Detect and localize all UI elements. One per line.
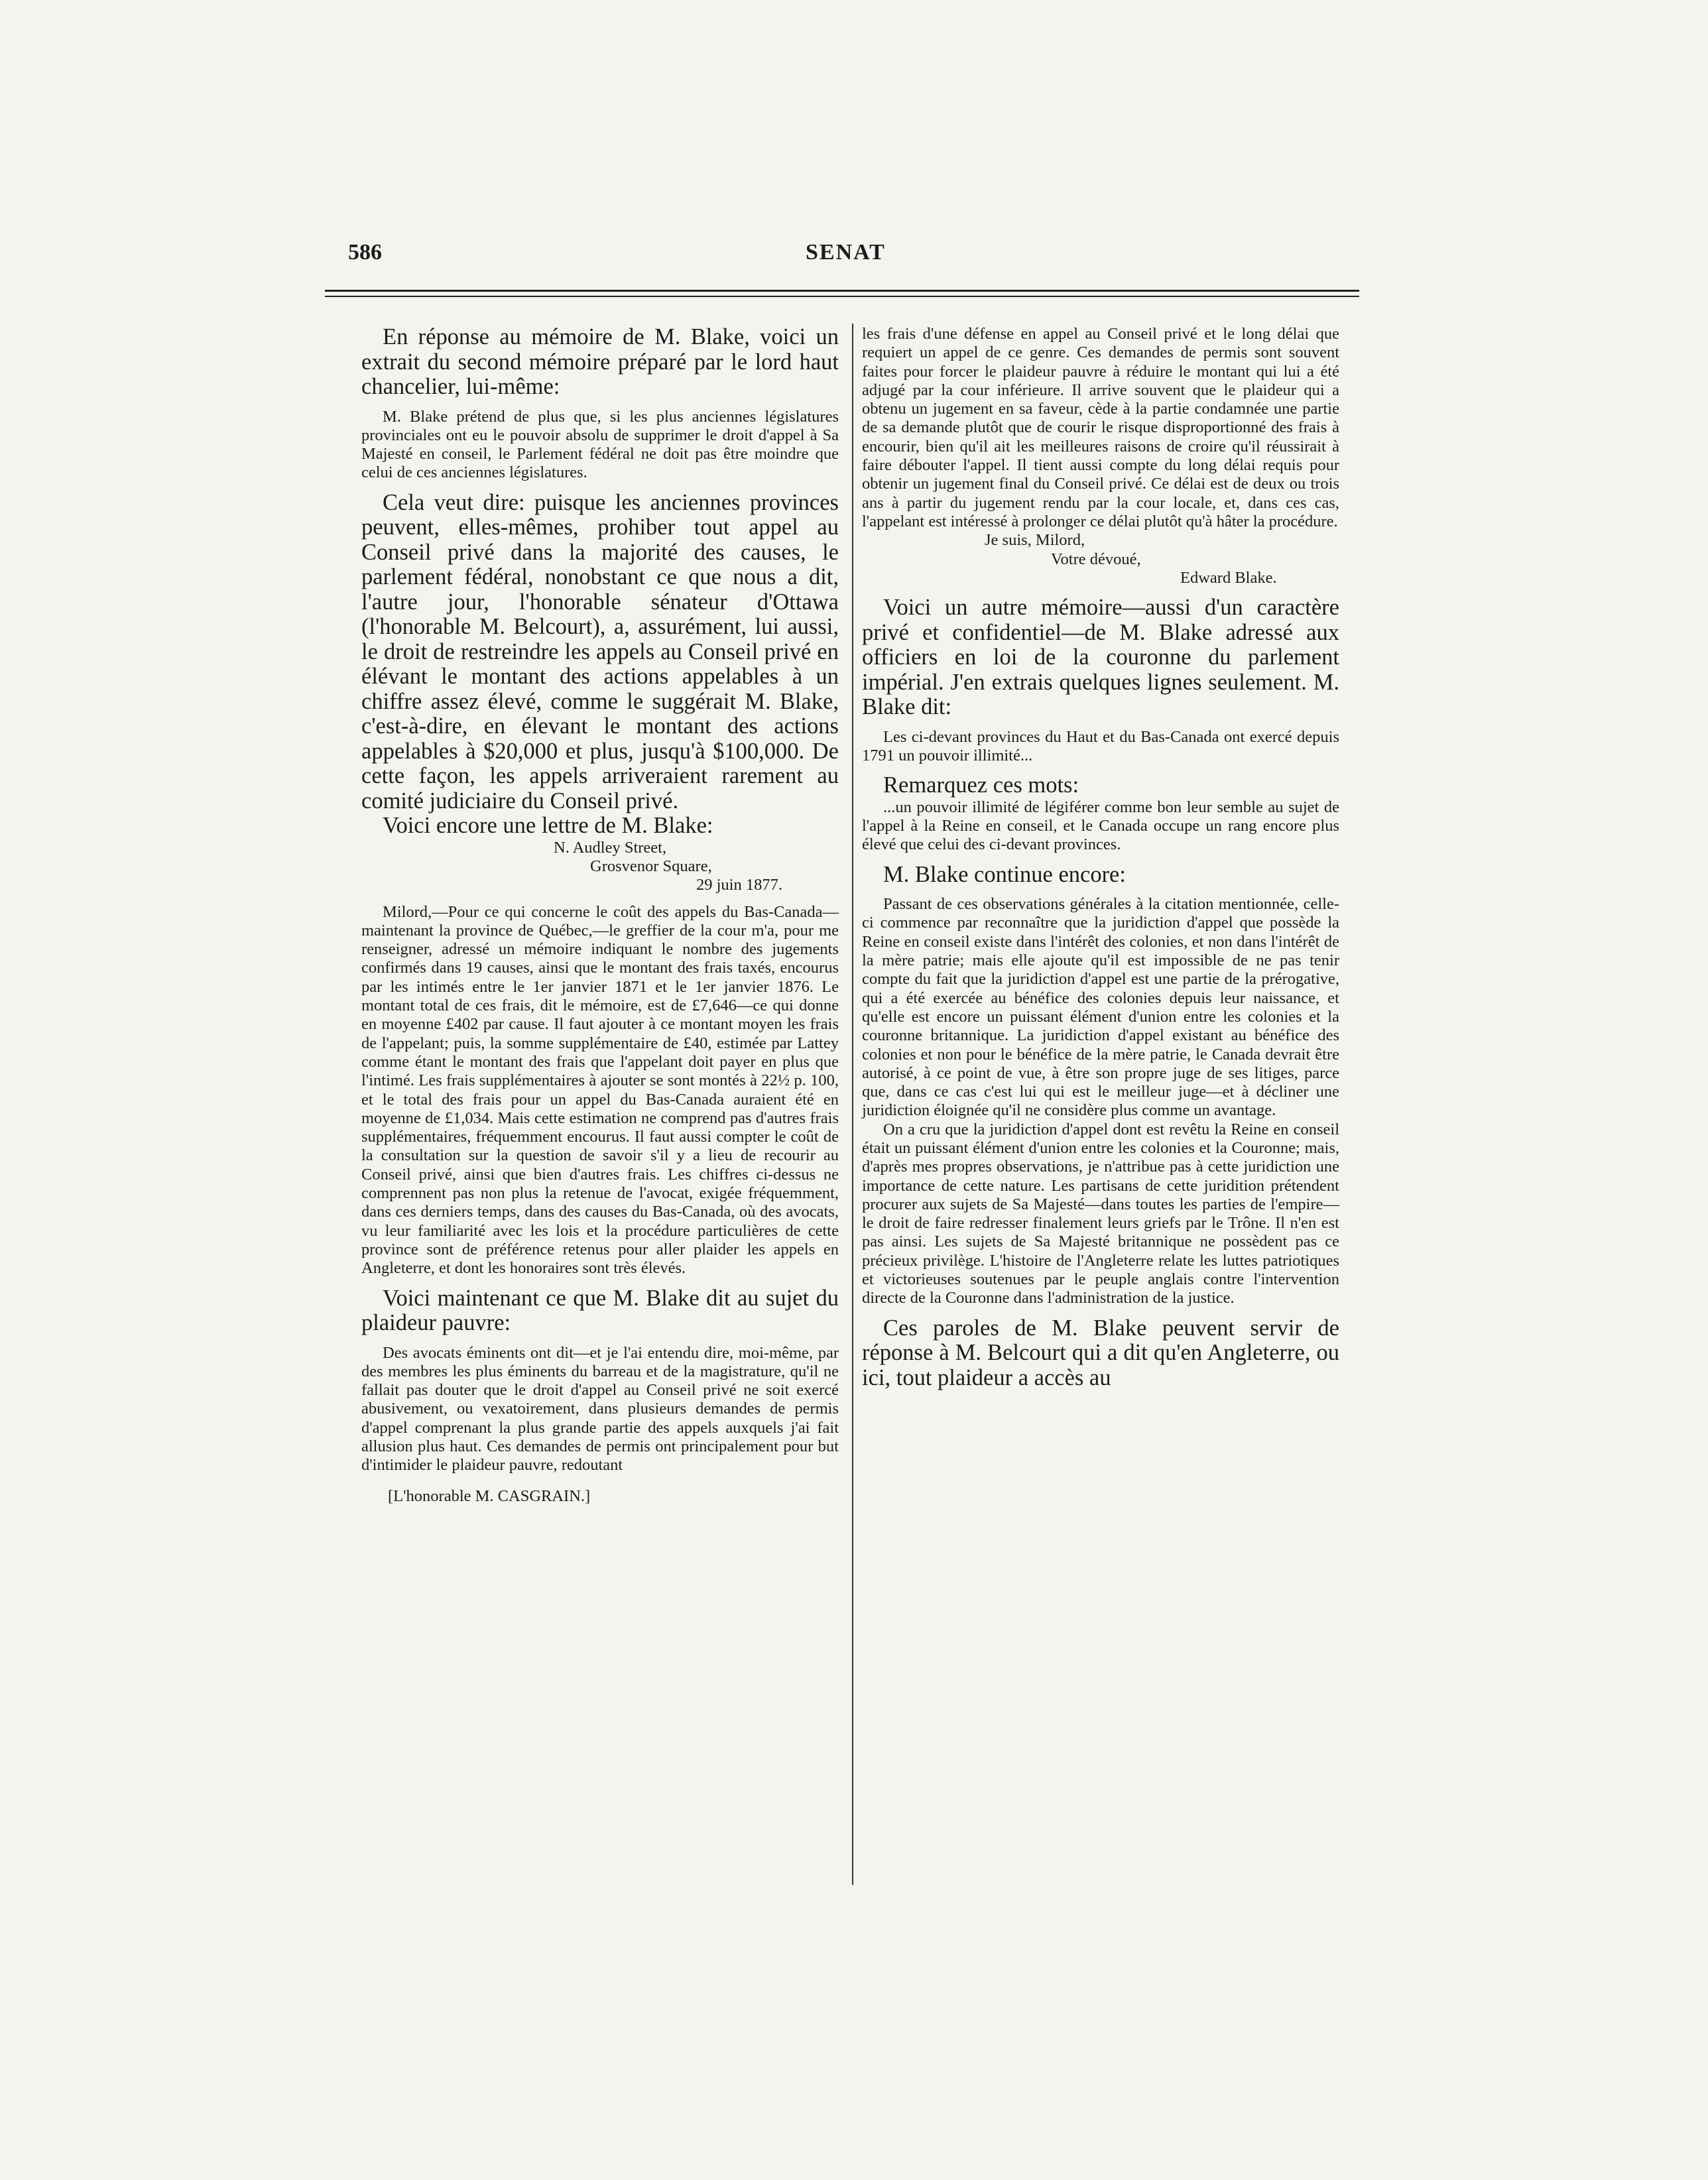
- paragraph: Voici un autre mémoire—aussi d'un caractère privé et confidentiel—de M. Blake adressé aux officiers en loi de la couronne du parlement impérial. J'en extrais quelques lignes seulement. M. Blake dit:: [862, 595, 1339, 720]
- page-number: 586: [348, 240, 382, 265]
- letter-address-line: Grosvenor Square,: [590, 857, 712, 875]
- quotation: On a cru que la juridiction d'appel dont est revêtu la Reine en conseil était un puissant élément d'union entre les colonies et la Couronne; mais, d'après mes propres observations, je n'attribue pas à cette juridiction une importance de cette nature. Les partisans de cette juridition prétendent procurer aux sujets de Sa Majesté—dans toutes les parties de l'empire—le droit de faire redresser finalement leurs griefs par le Trône. Il n'en est pas ainsi. Les sujets de Sa Majesté britannique ne possèdent pas ce précieux privilège. L'histoire de l'Angleterre relate les luttes patriotiques et victorieuses soutenues par le peuple anglais contre l'intervention directe de la Couronne dans l'administration de la justice.: [862, 1120, 1339, 1307]
- letter-signature: Edward Blake.: [1180, 568, 1277, 587]
- quotation: Passant de ces observations générales à la citation mentionnée, celle-ci commence par reconnaître que la juridiction d'appel que possède la Reine en conseil existe dans l'intérêt des colonies, et non dans l'intérêt de la mère patrie; mais elle ajoute qu'il est impossible de ne pas tenir compte du fait que la juridiction d'appel est une partie de la prérogative, qui a été exercée au bénéfice des colonies depuis leur naissance, et qu'elle est encore un puissant élément d'union entre les colonies et la couronne britannique. La juridiction d'appel existant au bénéfice des colonies et non pour le bénéfice de la mère patrie, le Canada devrait être autorisé, à ce point de vue, à être son propre juge de ses litiges, parce que, dans ce cas c'est lui qui est le meilleur juge—et à décliner une juridiction éloignée qu'il ne considère plus comme un avantage.: [862, 895, 1339, 1120]
- paragraph: Voici encore une lettre de M. Blake:: [383, 813, 713, 839]
- page-title: SENAT: [806, 240, 886, 265]
- quotation: ...un pouvoir illimité de légiférer comme bon leur semble au sujet de l'appel à la Reine en conseil, et le Canada occupe un rang encore plus élevé que celui des ci-devant provinces.: [862, 798, 1339, 854]
- quotation-continued: les frais d'une défense en appel au Conseil privé et le long délai que requiert un appel de ce genre. Ces demandes de permis sont souvent faites pour forcer le plaideur pauvre à réduire le montant qui lui a été adjugé par la cour inférieure. Il arrive souvent que le plaideur qui a obtenu un jugement en sa faveur, cède à la partie condamnée une partie de sa demande plutôt que de courir le risque disproportionné des frais à encourir, bien qu'il ait les meilleures raisons de croire qu'il réussirait à faire débouter l'appel. Il tient aussi compte du long délai requis pour obtenir un jugement final du Conseil privé. Ce délai est de deux ou trois ans à partir du jugement rendu par la cour locale, et, dans ces cas, l'appelant est intéressé à prolonger ce délai plutôt qu'à hâter la procédure.: [862, 325, 1339, 530]
- right-column: [862, 325, 1339, 1390]
- letter-closing: Votre dévoué,: [1051, 550, 1141, 568]
- column-divider: [852, 324, 853, 1885]
- paragraph: Voici maintenant ce que M. Blake dit au sujet du plaideur pauvre:: [361, 1285, 839, 1336]
- paragraph: Remarquez ces mots:: [883, 772, 1079, 798]
- quotation: Des avocats éminents ont dit—et je l'ai entendu dire, moi-même, par des membres les plus éminents du barreau et de la magistrature, qu'il ne fallait pas douter que le droit d'appel au Conseil privé ne soit exercé abusivement, ou vexatoirement, dans plusieurs demandes de permis d'appel comprenant la plus grande partie des appels auxquels j'ai fait allusion plus haut. Ces demandes de permis ont principalement pour but d'intimider le plaideur pauvre, redoutant: [361, 1343, 839, 1475]
- page-header: [348, 240, 1356, 273]
- header-rule: [325, 290, 1359, 292]
- speaker-attribution: [L'honorable M. CASGRAIN.]: [388, 1486, 591, 1505]
- letter-body: Milord,—Pour ce qui concerne le coût des appels du Bas-Canada—maintenant la province de Québec,—le greffier de la cour m'a, pour me renseigner, adressé un mémoire indiquant le nombre des jugements confirmés dans 19 causes, ainsi que le montant des frais taxés, encourus par les intimés entre le 1er janvier 1871 et le 1er janvier 1876. Le montant total de ces frais, dit le mémoire, est de £7,646—ce qui donne en moyenne £402 par cause. Il faut ajouter à ce montant moyen les frais de l'appelant; puis, la somme supplémentaire de £40, estimée par Lattey comme étant le montant des frais que l'appelant doit payer en plus que l'intimé. Les frais supplémentaires à ajouter se sont montés à 22½ p. 100, et le total des frais pour un appel du Bas-Canada auraient été en moyenne de £1,034. Mais cette estimation ne comprend pas d'autres frais supplémentaires, fréquemment encourus. Il faut aussi compter le coût de la consultation sur la question de savoir s'il y a lieu de recourir au Conseil privé, ainsi que bien d'autres frais. Les chiffres ci-dessus ne comprennent pas non plus la retenue de l'avocat, exigée fréquemment, dans ces derniers temps, dans des causes du Bas-Canada, où des avocats, vu leur familiarité avec les lois et la procédure particulières de cette province sont de préférence retenus pour aller plaider les appels en Angleterre, et dont les honoraires sont très élevés.: [361, 902, 839, 1278]
- left-column: [361, 325, 839, 1506]
- paragraph: M. Blake continue encore:: [883, 861, 1126, 887]
- letter-date: 29 juin 1877.: [696, 876, 782, 894]
- header-rule-double: [325, 296, 1359, 297]
- paragraph: En réponse au mémoire de M. Blake, voici un extrait du second mémoire préparé par le lord haut chancelier, lui-même:: [361, 324, 839, 399]
- quotation: M. Blake prétend de plus que, si les plus anciennes législatures provinciales ont eu le pouvoir absolu de supprimer le droit d'appel à Sa Majesté en conseil, le Parlement fédéral ne doit pas être moindre que celui de ces anciennes législatures.: [361, 407, 839, 482]
- letter-address-line: N. Audley Street,: [554, 838, 667, 857]
- quotation: Les ci-devant provinces du Haut et du Bas-Canada ont exercé depuis 1791 un pouvoir illimité...: [862, 727, 1339, 764]
- letter-closing: Je suis, Milord,: [985, 531, 1085, 550]
- paragraph: Cela veut dire: puisque les anciennes provinces peuvent, elles-mêmes, prohiber tout appel au Conseil privé dans la majorité des causes, le parlement fédéral, nonobstant ce que nous a dit, l'autre jour, l'honorable sénateur d'Ottawa (l'honorable M. Belcourt), a, assurément, lui aussi, le droit de restreindre les appels au Conseil privé en élévant le montant des actions appelables à un chiffre assez élevé, comme le suggérait M. Blake, c'est-à-dire, en élevant le montant des actions appelables à $20,000 et plus, jusqu'à $100,000. De cette façon, les appels arriveraient rarement au comité judiciaire du Conseil privé.: [361, 489, 839, 814]
- paragraph: Ces paroles de M. Blake peuvent servir de réponse à M. Belcourt qui a dit qu'en Angleterre, ou ici, tout plaideur a accès au: [862, 1315, 1339, 1390]
